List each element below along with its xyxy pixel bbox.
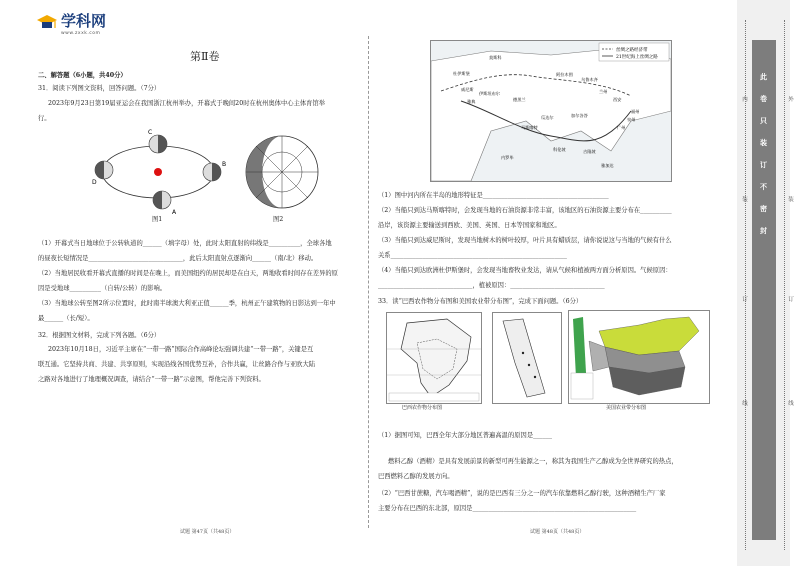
orbit-diagram [88, 126, 228, 216]
earth-b [203, 163, 221, 181]
q31-part2-line2: 因是受地球__________（自转/公转）的影响。 [38, 285, 167, 292]
q31-part1-line2: 的昼夜长短情况是______________________________，此后太阳直射点逐渐向______（南/北）移动。 [38, 255, 318, 262]
us-map-caption: 美国农业带分布图 [606, 405, 647, 411]
q32-stem: 32．根据图文材料，完成下列各题。（6分） [38, 332, 161, 339]
q31-part1-line1: （1）开幕式当日地球位于公转轨道的______（填字母）处，此时太阳直射的纬线是__________，全球各地 [38, 240, 332, 247]
bar-word: 订 [760, 161, 767, 169]
svg-text:D: D [92, 179, 97, 186]
svg-text:21世纪海上丝绸之路: 21世纪海上丝绸之路 [616, 55, 658, 60]
q33-material-line2: 巴西燃料乙醇的发展方向。 [378, 473, 454, 480]
q31-material-line2: 行。 [38, 115, 51, 122]
inner-mark: 线 [787, 400, 793, 406]
q33-part1: （1）据图可知，巴西全年大部分地区普遍高温的原因是______ [378, 432, 553, 439]
q31-material-line1: 2023年9月23日第19届亚运会在我国浙江杭州举办，开幕式于晚间20时在杭州奥体中心主体育馆举 [48, 100, 326, 107]
bar-word: 只 [760, 117, 767, 125]
earth-d [95, 161, 113, 179]
q32-part3-line1: （3）当船只到达威尼斯时，发现当地树木的树叶较厚，叶片具有蜡质层，请你说说这与当地的气候有什么 [378, 237, 672, 244]
svg-text:福州: 福州 [631, 109, 640, 114]
svg-text:德黑兰: 德黑兰 [513, 97, 526, 102]
q32-part3-line2: 关系________________________________________________________ [378, 252, 567, 259]
bar-word: 封 [760, 227, 767, 235]
graduation-cap-icon [36, 13, 58, 33]
bar-word: 不 [760, 183, 767, 191]
q32-part2-line1: （2）当船只到达马斯喀特时，会发现当地的石油资源非常丰富，该地区的石油资源主要分布在__________ [378, 207, 672, 214]
svg-text:雅加达: 雅加达 [601, 163, 614, 168]
svg-text:加尔各答: 加尔各答 [571, 113, 588, 118]
outer-mark: 线 [741, 400, 747, 406]
fig1-label: 图1 [152, 216, 163, 223]
bar-word: 装 [760, 139, 767, 147]
q32-material-line2: 联互通。它坚持共商、共建、共享原则，实现沿线各国优势互补，合作共赢，让丝路合作与亚欧大陆 [38, 361, 316, 368]
svg-text:A: A [172, 209, 177, 216]
bar-word: 密 [760, 205, 767, 213]
svg-text:B: B [222, 161, 227, 168]
us-inset-map [492, 312, 562, 404]
svg-text:阿拉木图: 阿拉木图 [556, 72, 573, 77]
svg-text:广州: 广州 [617, 125, 626, 130]
q32-part4-line2: ______________________________，植被原因：______________________________ [378, 282, 605, 289]
q31-part2-line1: （2）当地居民收看开幕式直播的时间是在晚上，而美国纽约的居民却是在白天，两地收看时间存在差异的原 [38, 270, 338, 277]
svg-text:雅典: 雅典 [467, 99, 476, 104]
svg-text:泉州: 泉州 [627, 117, 636, 122]
belt-road-map [430, 40, 672, 182]
svg-text:C: C [148, 129, 153, 136]
inner-dotted-line [784, 20, 785, 550]
sealed-bar [752, 40, 776, 540]
q33-material-line1: 燃料乙醇（酒精）是具有发展前景的新型可再生能源之一，称其为我国生产乙醇成为全世界研究的热点， [388, 458, 678, 465]
us-agriculture-map [568, 310, 710, 404]
illumination-diagram [242, 132, 322, 212]
outer-mark: 内 [741, 96, 747, 102]
q32-material-line1: 2023年10月18日，习近平主席在“一带一路”国际合作高峰论坛强调共建“一带一路”，关键是互 [48, 346, 314, 353]
q31-part3-line1: （3）当地球公转至图2所示位置时，此时南半球澳大利亚正值______季，杭州正午建筑物的日影达到一年中 [38, 300, 336, 307]
svg-text:莫斯科: 莫斯科 [489, 55, 502, 60]
q32-part4-line1: （4）当船只到达欧洲杜伊斯堡时，会发现当地畜牧业发达，请从气候和植被两方面分析原因。气候原因： [378, 267, 672, 274]
svg-text:威尼斯: 威尼斯 [461, 87, 474, 92]
column-divider [368, 36, 369, 528]
brazil-map-caption: 巴西农作物分布图 [402, 405, 443, 411]
q33-part2-line2: 主要分布在巴西的东北部，原因是____________________________________________________ [378, 505, 637, 512]
q33-stem: 33．读“巴西农作物分布图和美国农业带分布图”，完成下面问题。（6分） [378, 298, 583, 305]
svg-text:杜伊斯堡: 杜伊斯堡 [453, 71, 470, 76]
part-heading: 二、解答题（6小题，共40分） [38, 72, 127, 79]
svg-text:伊斯坦布尔: 伊斯坦布尔 [479, 91, 500, 96]
q32-part1: （1）图中河内所在半岛的地形特征是________________________________________ [378, 192, 609, 199]
inner-mark: 外 [787, 96, 793, 102]
site-logo [36, 10, 106, 36]
svg-text:瓜达尔: 瓜达尔 [541, 115, 554, 120]
q32-material-line3: 之路对各地进行了地理概况调查，请结合“一带一路”示意图，帮他完善下列资料。 [38, 376, 265, 383]
earth-a [153, 191, 171, 209]
section-title: 第Ⅱ卷 [190, 50, 220, 63]
svg-text:马斯喀特: 马斯喀特 [521, 125, 538, 130]
logo-name: 学科网 [61, 12, 107, 30]
svg-text:内罗毕: 内罗毕 [501, 155, 514, 160]
q33-part2-line1: （2）“巴西甘蔗糖，汽车喝酒精”，说的是巴西有三分之一的汽车依靠燃料乙醇行驶，这种酒精生产厂家 [378, 490, 666, 497]
fig2-label: 图2 [273, 216, 284, 223]
q31-part3-line2: 最______（长/短）。 [38, 315, 94, 322]
svg-text:丝绸之路经济带: 丝绸之路经济带 [616, 48, 648, 53]
svg-text:吉隆坡: 吉隆坡 [583, 149, 596, 154]
inner-mark: 装 [787, 196, 793, 202]
brazil-crop-map [386, 312, 482, 404]
svg-text:乌鲁木齐: 乌鲁木齐 [581, 77, 598, 82]
bar-word: 卷 [760, 95, 767, 103]
outer-mark: 装 [741, 196, 747, 202]
q31-stem: 31．阅读下列图文资料，回答问题。（7分） [38, 85, 161, 92]
svg-text:兰州: 兰州 [599, 89, 608, 94]
footer-left: 试题 第47页（共48页） [180, 529, 235, 535]
footer-right: 试题 第48页（共48页） [530, 529, 585, 535]
earth-c [149, 135, 167, 153]
inner-mark: 订 [787, 296, 793, 302]
svg-text:西安: 西安 [613, 97, 622, 102]
bar-word: 此 [760, 73, 767, 81]
logo-url: www.zxxk.com [61, 31, 101, 36]
q32-part2-line2: 沿岸，该资源主要输送到西欧、美国、英国、日本等国家和地区。 [378, 222, 561, 229]
svg-text:科伦坡: 科伦坡 [553, 147, 566, 152]
outer-mark: 订 [741, 296, 747, 302]
